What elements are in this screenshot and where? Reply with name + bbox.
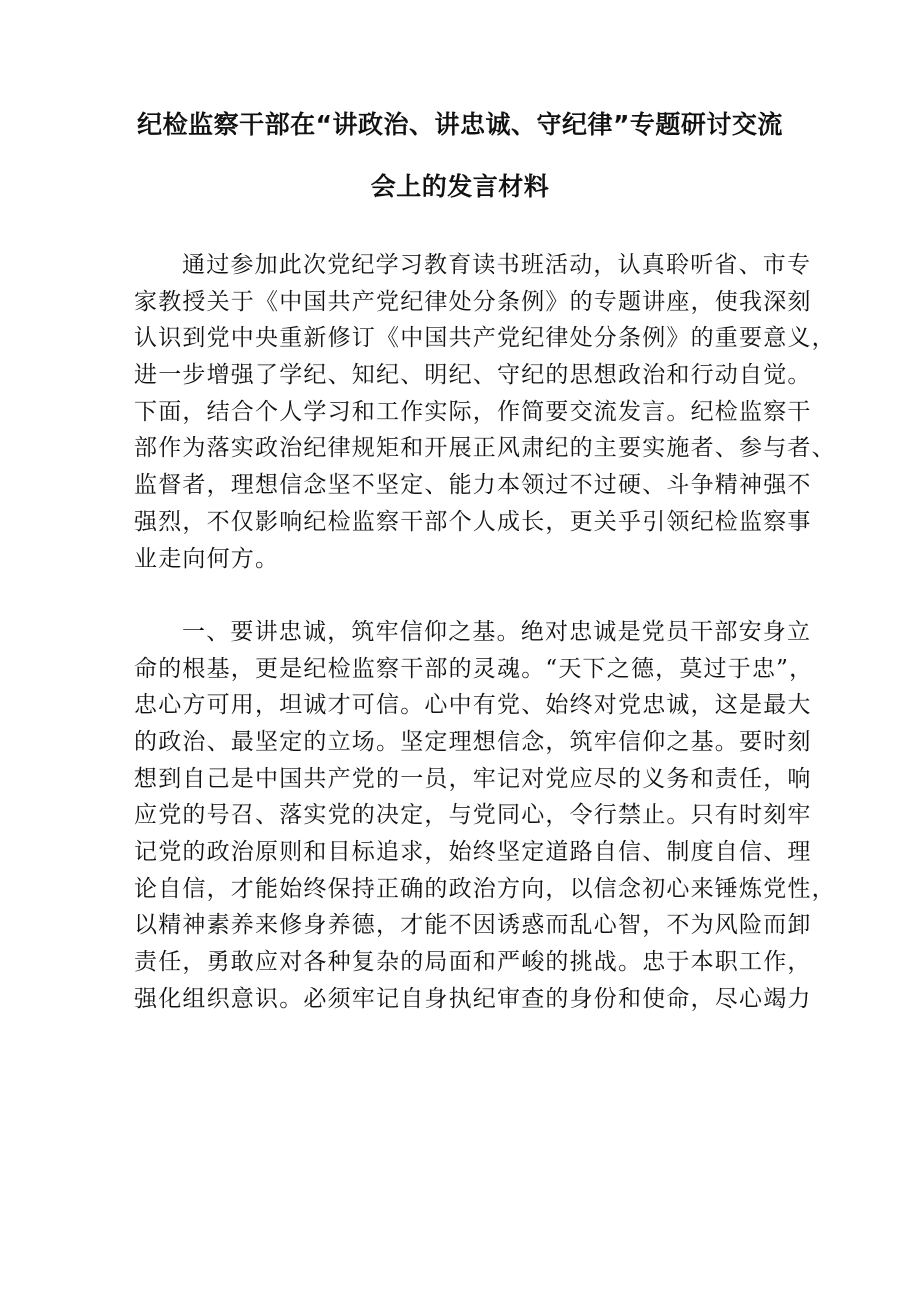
document-body	[134, 247, 836, 1017]
paragraph-spacer	[134, 577, 794, 614]
text-line: 应党的号召、落实党的决定，与党同心，令行禁止。只有时刻牢	[134, 802, 812, 829]
text-line: 论自信，才能始终保持正确的政治方向，以信念初心来锤炼党性，	[134, 875, 836, 902]
document-title-line-1: 纪检监察干部在“讲政治、讲忠诚、守纪律”专题研讨交流	[137, 110, 783, 139]
text-line: 进一步增强了学纪、知纪、明纪、守纪的思想政治和行动自觉。	[134, 362, 812, 389]
text-line: 忠心方可用，坦诚才可信。心中有党、始终对党忠诚，这是最大	[134, 692, 812, 719]
paragraph-section-1	[134, 614, 836, 1018]
text-line: 一、要讲忠诚，筑牢信仰之基。绝对忠诚是党员干部安身立	[182, 618, 812, 645]
text-line: 的政治、最坚定的立场。坚定理想信念，筑牢信仰之基。要时刻	[134, 728, 812, 755]
paragraph-intro	[134, 247, 836, 577]
text-line: 家教授关于《中国共产党纪律处分条例》的专题讲座，使我深刻	[134, 288, 812, 315]
text-line: 通过参加此次党纪学习教育读书班活动，认真聆听省、市专	[182, 252, 812, 278]
text-line: 监督者，理想信念坚不坚定、能力本领过不过硬、斗争精神强不	[134, 472, 812, 499]
text-line: 认识到党中央重新修订《中国共产党纪律处分条例》的重要意义，	[134, 325, 836, 352]
text-line: 责任，勇敢应对各种复杂的局面和严峻的挑战。忠于本职工作，	[134, 949, 812, 976]
text-line: 强烈，不仅影响纪检监察干部个人成长，更关乎引领纪检监察事	[134, 508, 812, 535]
document-title-line-2: 会上的发言材料	[370, 172, 550, 201]
text-line: 部作为落实政治纪律规矩和开展正风肃纪的主要实施者、参与者、	[134, 435, 836, 462]
text-line: 下面，结合个人学习和工作实际，作简要交流发言。纪检监察干	[134, 398, 812, 425]
text-line: 以精神素养来修身养德，才能不因诱惑而乱心智，不为风险而卸	[134, 912, 812, 939]
text-line: 记党的政治原则和目标追求，始终坚定道路自信、制度自信、理	[134, 839, 812, 865]
text-line: 强化组织意识。必须牢记自身执纪审查的身份和使命，尽心竭力	[134, 985, 812, 1012]
text-line: 业走向何方。	[134, 545, 280, 572]
text-line: 命的根基，更是纪检监察干部的灵魂。“天下之德，莫过于忠”，	[134, 655, 814, 682]
text-line: 想到自己是中国共产党的一员，牢记对党应尽的义务和责任，响	[134, 765, 812, 792]
